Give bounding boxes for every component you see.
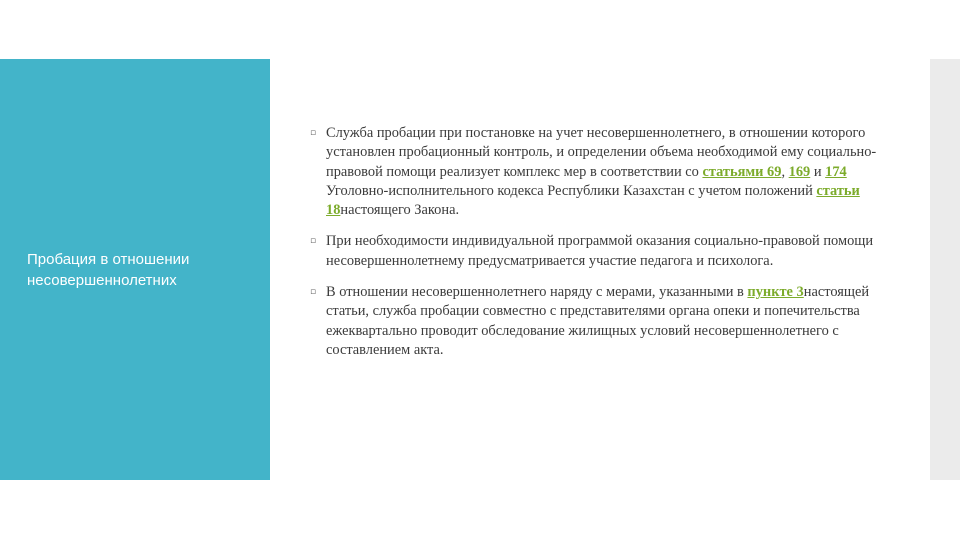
bullet-1-text-1: Служба пробации при постановке на учет несовершеннолетнего, в отношении которого установлен пробационный контроль, и определении объема необходимой ему социально-правовой помощи реализует комплекс мер в соответствии со <box>326 125 877 180</box>
bullet-item-2 <box>310 232 885 271</box>
bullet-3-text-1: В отношении несовершеннолетнего наряду с мерами, указанными в <box>326 284 748 301</box>
bullet-2-text: При необходимости индивидуальной программой оказания социально-правовой помощи несовершеннолетнему предусматривается участие педагога и психолога. <box>326 233 874 269</box>
bullet-1-text-2: , <box>781 163 789 180</box>
slide-title: Пробация в отношении несовершеннолетних <box>27 251 190 289</box>
bullet-1-text-5: настоящего Закона. <box>340 202 460 219</box>
square-bullet-icon: ▫ <box>310 236 317 247</box>
link-point-3[interactable]: пункте 3 <box>747 284 804 301</box>
bullet-list-container <box>310 124 885 372</box>
link-article-18[interactable]: статьи 18 <box>326 182 860 219</box>
square-bullet-icon: ▫ <box>310 128 317 138</box>
link-article-174[interactable]: 174 <box>825 163 847 180</box>
right-edge-strip <box>930 59 960 480</box>
bullet-3-text-2: настоящей статьи, служба пробации совместно с представителями органа опеки и попечительства ежеквартально проводит обследование жилищных условий несовершеннолетнего с составлением акта. <box>326 284 870 358</box>
link-article-169[interactable]: 169 <box>788 163 811 180</box>
bullet-1-text-3: и <box>810 163 826 180</box>
bullet-item-3 <box>310 283 885 360</box>
link-article-69[interactable]: статьями 69 <box>702 163 782 180</box>
square-bullet-icon: ▫ <box>310 287 317 298</box>
bullet-1-text-4: Уголовно-исполнительного кодекса Республики Казахстан с учетом положений <box>326 182 817 199</box>
bullet-item-1 <box>310 124 885 220</box>
